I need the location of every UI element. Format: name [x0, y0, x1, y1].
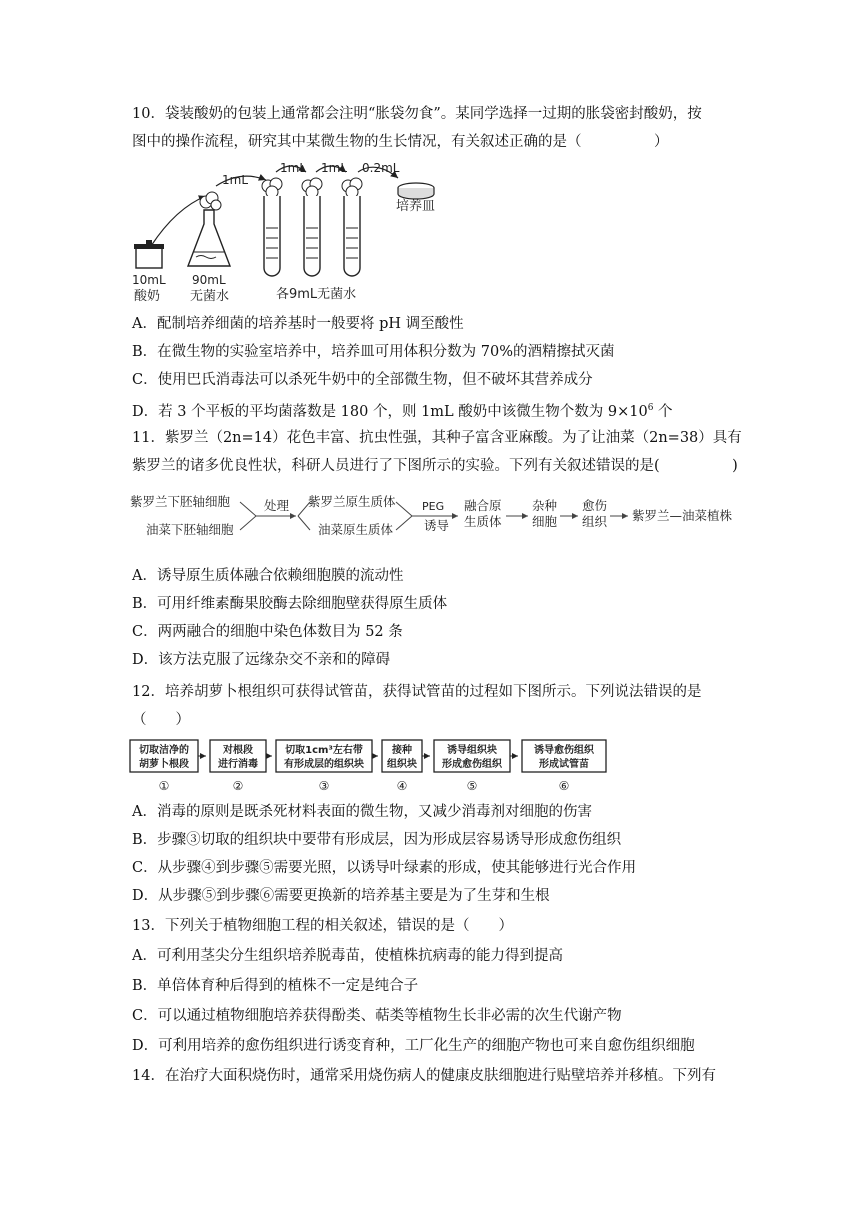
q11-option-d: D．该方法克服了远缘杂交不亲和的障碍 — [132, 652, 391, 668]
petri-dish-icon — [398, 183, 434, 199]
q11-fused-1: 融合原 — [464, 498, 502, 513]
q12-step-5-line1: 诱导组织块 — [447, 745, 497, 756]
q12-step-4-line2: 组织块 — [387, 759, 417, 770]
q11-hybrid-1: 杂种 — [532, 498, 558, 513]
q10-flask-name: 无菌水 — [190, 289, 230, 304]
q12-option-d: D．从步骤⑤到步骤⑥需要更换新的培养基主要是为了生芽和生根 — [132, 888, 550, 904]
q10-stem-line1: 10．袋装酸奶的包装上通常都会注明“胀袋勿食”。某同学选择一过期的胀袋密封酸奶，按 — [132, 106, 702, 122]
q10-dish-label: 培养皿 — [396, 199, 436, 214]
q12-step-3-line2: 有形成层的组织块 — [284, 759, 364, 770]
q11-option-b: B．可用纤维素酶果胶酶去除细胞壁获得原生质体 — [132, 596, 448, 612]
q12-step-6-line1: 诱导愈伤组织 — [534, 745, 594, 756]
q13-stem: 13．下列关于植物细胞工程的相关叙述，错误的是（ ） — [132, 918, 513, 934]
q12-step-2-number: ② — [232, 779, 244, 793]
q12-step-1-line1: 切取洁净的 — [139, 745, 189, 756]
q11-peg: PEG — [422, 500, 445, 513]
q11-plant: 紫罗兰—油菜植株 — [632, 508, 733, 523]
q12-step-3-number: ③ — [318, 779, 330, 793]
q11-treat: 处理 — [264, 498, 290, 513]
q10-option-d-exponent: 6 — [647, 403, 654, 413]
q10-option-b: B．在微生物的实验室培养中，培养皿可用体积分数为 70%的酒精擦拭灭菌 — [132, 344, 615, 360]
q13-option-a: A．可利用茎尖分生组织培养脱毒苗，使植株抗病毒的能力得到提高 — [132, 948, 563, 964]
q10-beaker-volume: 10mL — [132, 273, 166, 287]
q10-label-1ml-a: 1mL — [222, 173, 249, 187]
q10-option-d-end: 个 — [653, 403, 673, 420]
q11-cell-b: 油菜下胚轴细胞 — [146, 522, 234, 537]
q11-option-c: C．两两融合的细胞中染色体数目为 52 条 — [132, 624, 403, 640]
q12-step-1 — [130, 740, 198, 793]
q12-step-6 — [522, 740, 606, 793]
q11-cell-a: 紫罗兰下胚轴细胞 — [130, 494, 231, 509]
q10-stem-line2: 图中的操作流程，研究其中某微生物的生长情况，有关叙述正确的是（ ） — [132, 134, 669, 150]
q13-option-c: C．可以通过植物细胞培养获得酚类、萜类等植物生长非必需的次生代谢产物 — [132, 1008, 622, 1024]
q11-induce: 诱导 — [424, 518, 450, 533]
q12-step-5-number: ⑤ — [466, 779, 478, 793]
q10-label-1ml-b: 1mL — [280, 161, 307, 175]
q12-steps-flowchart — [128, 738, 618, 796]
q11-fused-2: 生质体 — [464, 514, 502, 529]
q11-proto-a: 紫罗兰原生质体 — [308, 494, 396, 509]
q12-stem-line2: （ ） — [132, 712, 190, 728]
q10-label-02ml: 0.2mL — [362, 161, 400, 175]
q12-option-a: A．消毒的原则是既杀死材料表面的微生物，又减少消毒剂对细胞的伤害 — [132, 804, 592, 820]
q14-stem-line1: 14．在治疗大面积烧伤时，通常采用烧伤病人的健康皮肤细胞进行贴壁培养并移植。下列有 — [132, 1068, 716, 1084]
q11-stem-line1: 11．紫罗兰（2n=14）花色丰富、抗虫性强，其种子富含亚麻酸。为了让油菜（2n=38）具有 — [132, 430, 742, 446]
q11-callus-2: 组织 — [582, 514, 608, 529]
q12-step-5 — [434, 740, 510, 793]
test-tube-icon — [262, 178, 282, 276]
q12-step-6-line2: 形成试管苗 — [539, 759, 589, 770]
q11-fusion-flowchart — [128, 488, 738, 550]
q11-stem-line2: 紫罗兰的诸多优良性状，科研人员进行了下图所示的实验。下列有关叙述错误的是( ) — [132, 458, 738, 474]
q12-option-b: B．步骤③切取的组织块中要带有形成层，因为形成层容易诱导形成愈伤组织 — [132, 832, 622, 848]
q10-option-d — [132, 398, 673, 422]
q10-tubes-label: 各9mL无菌水 — [276, 287, 357, 302]
q10-option-c: C．使用巴氏消毒法可以杀死牛奶中的全部微生物，但不破坏其营养成分 — [132, 372, 593, 388]
q12-step-4 — [382, 740, 422, 793]
q12-step-2-line2: 进行消毒 — [218, 759, 258, 770]
q12-option-c: C．从步骤④到步骤⑤需要光照，以诱导叶绿素的形成，使其能够进行光合作用 — [132, 860, 637, 876]
q10-dilution-figure — [126, 158, 456, 304]
q11-hybrid-2: 细胞 — [532, 514, 558, 529]
test-tube-icon — [302, 178, 322, 276]
q12-step-2 — [210, 740, 266, 793]
q10-flask-volume: 90mL — [192, 273, 226, 287]
q10-option-d-main: D．若 3 个平板的平均菌落数是 180 个，则 1mL 酸奶中该微生物个数为 9×10 — [132, 403, 648, 420]
q12-step-3 — [276, 740, 372, 793]
q12-step-5-line2: 形成愈伤组织 — [442, 759, 502, 770]
q12-step-4-number: ④ — [396, 779, 408, 793]
q11-callus-1: 愈伤 — [582, 498, 608, 513]
q10-label-1ml-c: 1mL — [321, 161, 348, 175]
yogurt-beaker-icon — [134, 240, 164, 268]
q12-step-3-line1: 切取1cm³左右带 — [285, 745, 363, 756]
flask-icon — [188, 192, 230, 266]
q12-step-2-line1: 对根段 — [223, 745, 253, 756]
q11-proto-b: 油菜原生质体 — [318, 522, 394, 537]
q10-option-a: A．配制培养细菌的培养基时一般要将 pH 调至酸性 — [132, 316, 464, 332]
q12-step-6-number: ⑥ — [558, 779, 570, 793]
q12-step-1-number: ① — [158, 779, 170, 793]
test-tube-icon — [342, 178, 362, 276]
q10-beaker-name: 酸奶 — [134, 289, 161, 304]
q12-step-1-line2: 胡萝卜根段 — [139, 759, 189, 770]
q13-option-b: B．单倍体育种后得到的植株不一定是纯合子 — [132, 978, 419, 994]
q11-option-a: A．诱导原生质体融合依赖细胞膜的流动性 — [132, 568, 404, 584]
q13-option-d: D．可利用培养的愈伤组织进行诱变育种，工厂化生产的细胞产物也可来自愈伤组织细胞 — [132, 1038, 695, 1054]
q12-stem-line1: 12．培养胡萝卜根组织可获得试管苗，获得试管苗的过程如下图所示。下列说法错误的是 — [132, 684, 702, 700]
q12-step-4-line1: 接种 — [392, 745, 412, 756]
